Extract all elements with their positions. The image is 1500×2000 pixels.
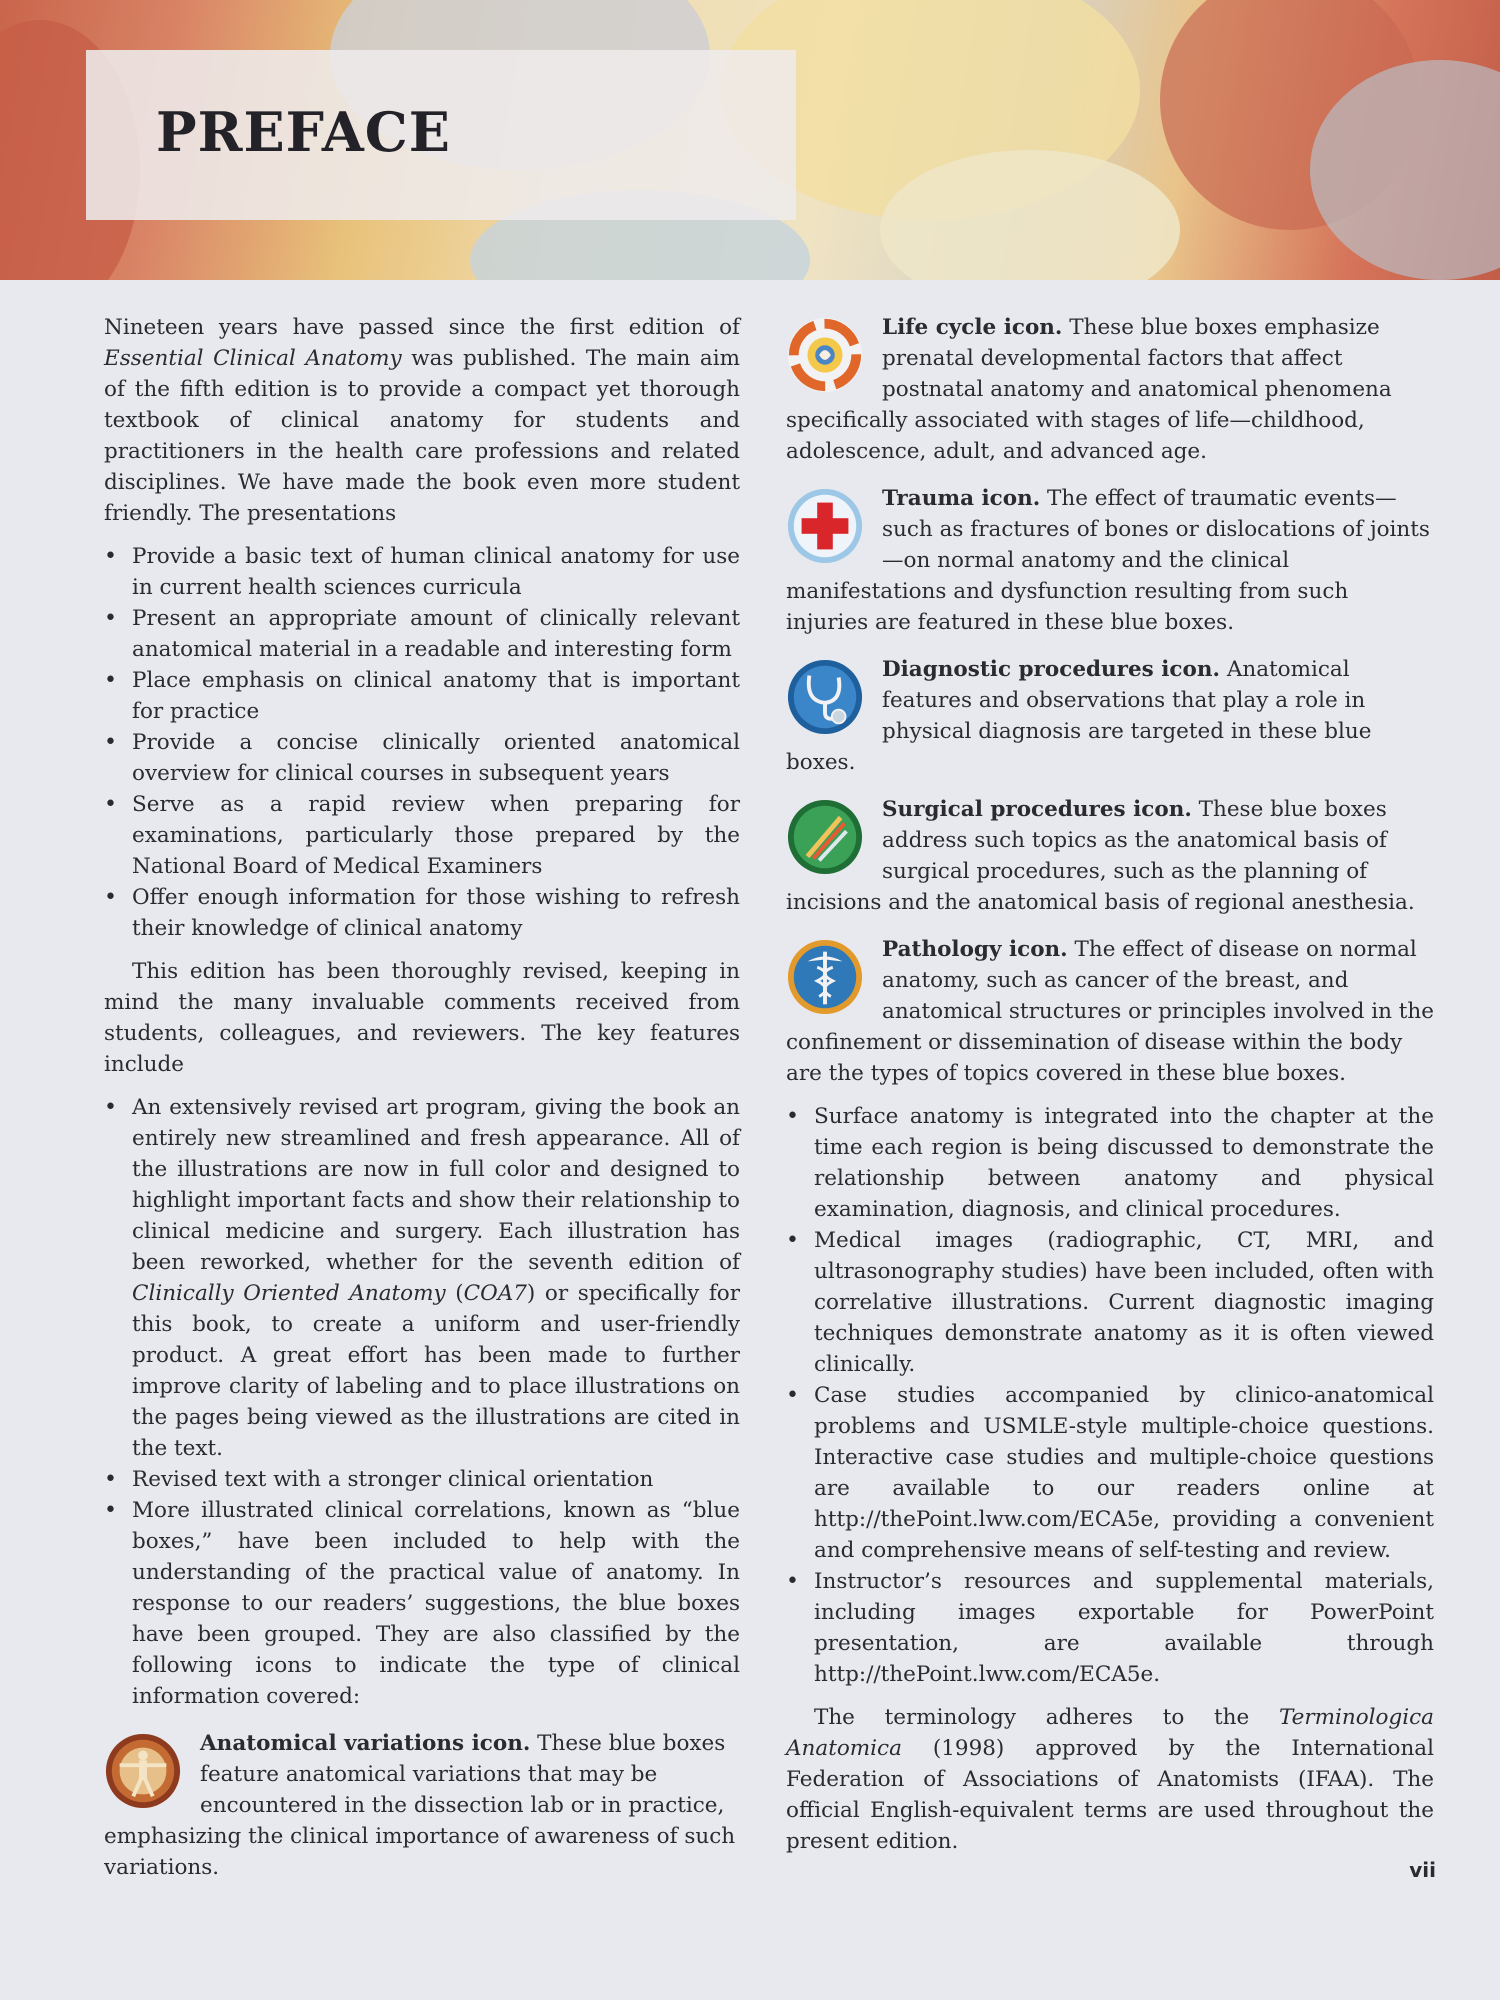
list-item: • Serve as a rapid review when preparing for examinations, particularly those prepared by the National Board of Medical Examiners [132, 789, 740, 882]
list-item: • More illustrated clinical correlations, known as “blue boxes,” have been included to help with the understanding of the practical value of anatomy. In response to our readers’ suggestions, the blue boxes have been grouped. They are also classified by the following icons to indicate the type of clinical information covered: [132, 1495, 740, 1712]
list-item: • Provide a concise clinically oriented anatomical overview for clinical courses in subsequent years [132, 727, 740, 789]
list-item: • Provide a basic text of human clinical anatomy for use in current health sciences curricula [132, 541, 740, 603]
features-intro: This edition has been thoroughly revised, keeping in mind the many invaluable comments received from students, colleagues, and reviewers. The key features include [104, 959, 740, 1077]
icon-entry-anatomical-variations: Anatomical variations icon. These blue boxes feature anatomical variations that may be encountered in the dissection lab or in practice, emphasizing the clinical importance of awareness of such variations. [104, 1731, 736, 1880]
medical-cross-icon [786, 487, 864, 565]
icon-entry-pathology: Pathology icon. The effect of disease on normal anatomy, such as cancer of the breast, and anatomical structures or principles involved in the confinement or dissemination of disease within the body are the types of topics covered in these blue boxes. [786, 937, 1434, 1086]
list-item: • Place emphasis on clinical anatomy that is important for practice [132, 665, 740, 727]
page-title: PREFACE [156, 100, 451, 164]
left-column [104, 312, 740, 1883]
list-item: • Offer enough information for those wishing to refresh their knowledge of clinical anatomy [132, 882, 740, 944]
caduceus-icon [786, 938, 864, 1016]
aims-list [104, 541, 740, 944]
list-item: • Medical images (radiographic, CT, MRI, and ultrasonography studies) have been included, often with correlative illustrations. Current diagnostic imaging techniques demonstrate anatomy as it is often viewed clinically. [814, 1225, 1434, 1380]
list-item: • Revised text with a stronger clinical orientation [132, 1464, 740, 1495]
list-item: • Instructor’s resources and supplemental materials, including images exportable for PowerPoint presentation, are available through http://thePoint.lww.com/ECA5e. [814, 1566, 1434, 1690]
icon-entry-trauma: Trauma icon. The effect of traumatic events—such as fractures of bones or dislocations of joints—on normal anatomy and the clinical manifestations and dysfunction resulting from such injuries are featured in these blue boxes. [786, 486, 1430, 635]
list-item: • An extensively revised art program, giving the book an entirely new streamlined and fresh appearance. All of the illustrations are now in full color and designed to highlight important facts and show their relationship to clinical medicine and surgery. Each illustration has been reworked, whether for the seventh edition of Clinically Oriented Anatomy (COA7) or specifically for this book, to create a uniform and user-friendly product. A great effort has been made to further improve clarity of labeling and to place illustrations on the pages being viewed as the illustrations are cited in the text. [132, 1092, 740, 1464]
features-list-continued [786, 1101, 1434, 1690]
features-list [104, 1092, 740, 1712]
life-cycle-icon [786, 316, 864, 394]
intro-paragraph: Nineteen years have passed since the first edition of Essential Clinical Anatomy was published. The main aim of the fifth edition is to provide a compact yet thorough textbook of clinical anatomy for students and practitioners in the health care professions and related disciplines. We have made the book even more student friendly. The presentations [104, 315, 740, 526]
page-number: vii [1409, 1858, 1436, 1882]
vitruvian-man-icon [104, 1732, 182, 1810]
icon-entry-surgical: Surgical procedures icon. These blue boxes address such topics as the anatomical basis of surgical procedures, such as the planning of incisions and the anatomical basis of regional anesthesia. [786, 797, 1415, 915]
list-item: • Case studies accompanied by clinico-anatomical problems and USMLE-style multiple-choice questions. Interactive case studies and multiple-choice questions are available to our readers online at http://thePoint.lww.com/ECA5e, providing a convenient and comprehensive means of self-testing and review. [814, 1380, 1434, 1566]
stethoscope-icon [786, 658, 864, 736]
terminology-paragraph: The terminology adheres to the Terminologica Anatomica (1998) approved by the International Federation of Associations of Anatomists (IFAA). The official English-equivalent terms are used throughout the present edition. [786, 1705, 1434, 1854]
icon-entry-life-cycle: Life cycle icon. These blue boxes emphasize prenatal developmental factors that affect postnatal anatomy and anatomical phenomena specifically associated with stages of life—childhood, adolescence, adult, and advanced age. [786, 315, 1392, 464]
list-item: • Present an appropriate amount of clinically relevant anatomical material in a readable and interesting form [132, 603, 740, 665]
right-column [786, 312, 1434, 1857]
icon-entry-diagnostic: Diagnostic procedures icon. Anatomical features and observations that play a role in physical diagnosis are targeted in these blue boxes. [786, 657, 1372, 775]
scalpel-icon [786, 798, 864, 876]
list-item: • Surface anatomy is integrated into the chapter at the time each region is being discussed to demonstrate the relationship between anatomy and physical examination, diagnosis, and clinical procedures. [814, 1101, 1434, 1225]
